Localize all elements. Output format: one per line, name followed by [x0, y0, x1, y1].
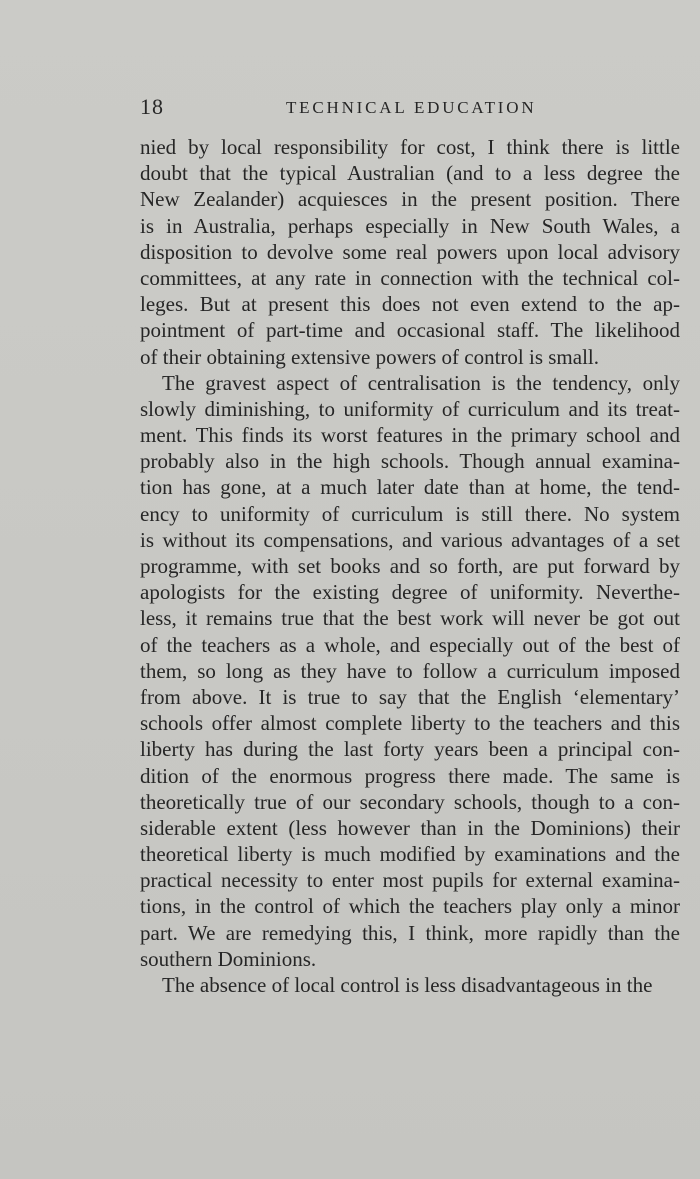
text-line: probably also in the high schools. Though annual examina- [140, 449, 680, 474]
page-header [140, 94, 680, 124]
text-line: less, it remains true that the best work will never be got out [140, 606, 680, 631]
text-line: nied by local responsibility for cost, I think there is little [140, 135, 680, 159]
text-line: New Zealander) acquiesces in the present position. There [140, 187, 680, 212]
text-line: part. We are remedying this, I think, more rapidly than the [140, 920, 680, 945]
paragraph-start-line: The absence of local control is less disadvantageous in the [162, 973, 653, 997]
text-line: pointment of part-time and occasional staff. The likelihood [140, 318, 680, 343]
text-line: tions, in the control of which the teachers play only a minor [140, 894, 680, 919]
text-line: leges. But at present this does not even extend to the ap- [140, 292, 680, 317]
paragraph-start-line: The gravest aspect of centralisation is the tendency, only [162, 370, 680, 395]
text-line: schools offer almost complete liberty to the teachers and this [140, 711, 680, 736]
text-line: disposition to devolve some real powers upon local advisory [140, 239, 680, 264]
body-text [140, 134, 680, 998]
text-line: theoretically true of our secondary schools, though to a con- [140, 789, 680, 814]
text-line: committees, at any rate in connection with the technical col- [140, 265, 680, 290]
text-line: siderable extent (less however than in the Dominions) their [140, 815, 680, 840]
text-line: liberty has during the last forty years been a principal con- [140, 737, 680, 762]
text-line: is without its compensations, and various advantages of a set [140, 527, 680, 552]
text-line: apologists for the existing degree of uniformity. Neverthe- [140, 580, 680, 605]
text-line: southern Dominions. [140, 946, 317, 971]
text-line: slowly diminishing, to uniformity of curriculum and its treat- [140, 396, 680, 421]
text-line: of their obtaining extensive powers of control is small. [140, 344, 599, 369]
text-line: tion has gone, at a much later date than at home, the tend- [140, 475, 680, 500]
text-line: is in Australia, perhaps especially in New South Wales, a [140, 213, 680, 238]
text-line: doubt that the typical Australian (and to a less degree the [140, 161, 680, 186]
text-line: ment. This finds its worst features in the primary school and [140, 423, 680, 448]
text-line: from above. It is true to say that the English ‘elementary’ [140, 684, 680, 709]
text-line: dition of the enormous progress there made. The same is [140, 763, 680, 788]
text-line: them, so long as they have to follow a curriculum imposed [140, 658, 680, 683]
text-line: ency to uniformity of curriculum is still there. No system [140, 501, 680, 526]
running-title: TECHNICAL EDUCATION [286, 98, 537, 117]
text-line: theoretical liberty is much modified by examinations and the [140, 842, 680, 867]
text-line: of the teachers as a whole, and especially out of the best of [140, 632, 680, 657]
text-line: practical necessity to enter most pupils for external examina- [140, 868, 680, 893]
page-number: 18 [140, 94, 164, 119]
text-line: programme, with set books and so forth, are put forward by [140, 554, 680, 578]
